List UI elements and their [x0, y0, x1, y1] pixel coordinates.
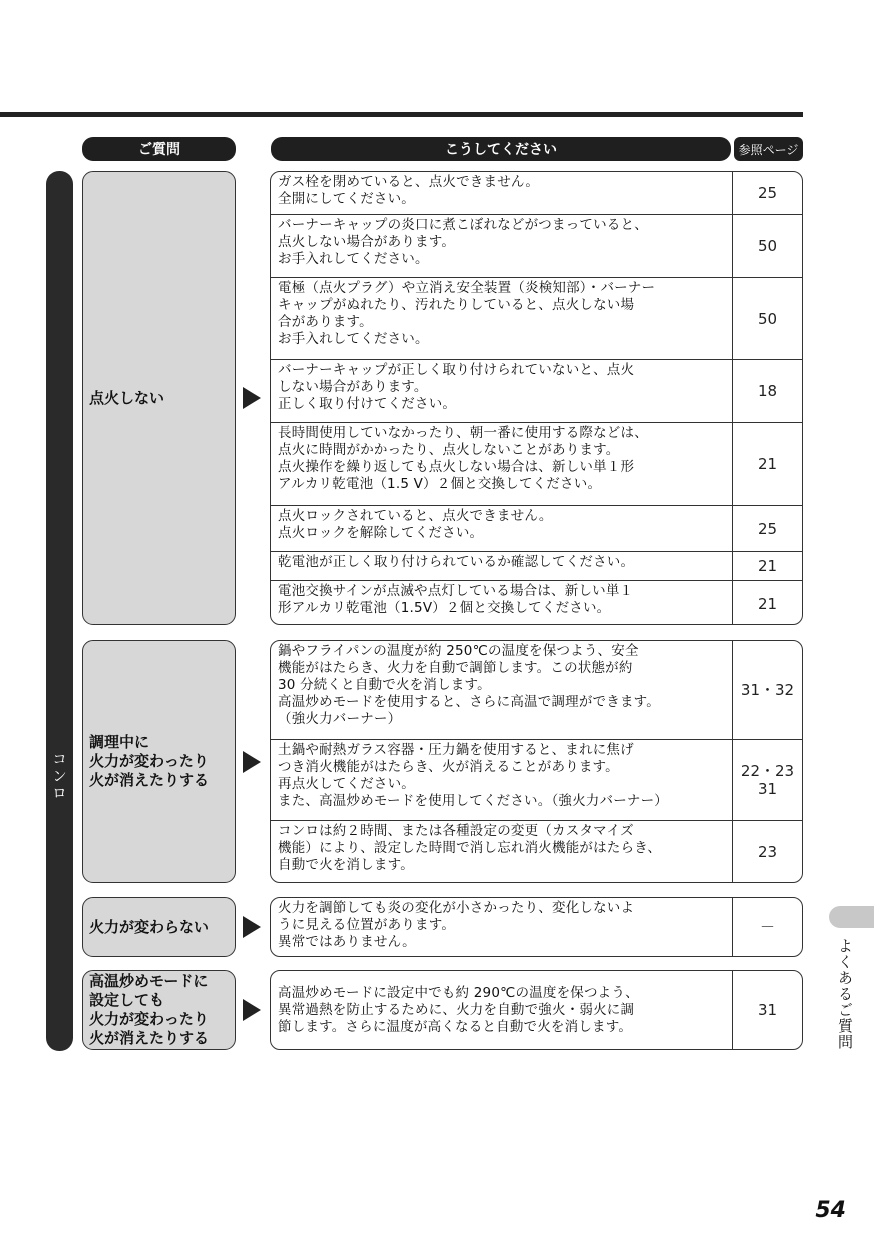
header-answer: こうしてください — [271, 137, 731, 161]
category-label: コンロ — [50, 751, 68, 802]
table-row — [271, 580, 802, 625]
answer-text: 火力を調節しても炎の変化が小さかったり、変化しないよ うに見える位置があります。 異常ではありません。 — [271, 898, 733, 956]
arrow-icon — [243, 751, 261, 773]
arrow-icon — [243, 999, 261, 1021]
header-question: ご質問 — [82, 137, 236, 161]
reference-page: － — [759, 918, 775, 936]
table-row — [271, 214, 802, 277]
answer-text: コンロは約２時間、または各種設定の変更（カスタマイズ 機能）により、設定した時間で消し忘れ消火機能がはたらき、 自動で火を消します。 — [271, 821, 733, 883]
question-box: 高温炒めモードに 設定しても 火力が変わったり 火が消えたりする — [82, 970, 236, 1050]
answer-table — [270, 171, 803, 625]
table-row — [271, 277, 802, 359]
category-bar — [46, 171, 73, 1051]
reference-page: 31 — [757, 1001, 778, 1019]
answer-text: 鍋やフライパンの温度が約 250℃の温度を保つよう、安全 機能がはたらき、火力を自動で調節します。この状態が約 30 分続くと自動で火を消します。 高温炒めモードを使用すると、さらに高温で調理ができます。 （強火力バーナー） — [271, 641, 733, 739]
reference-page: 21 — [757, 557, 778, 575]
table-row — [271, 551, 802, 580]
table-row — [271, 820, 802, 883]
answer-text: ガス栓を閉めていると、点火できません。 全開にしてください。 — [271, 172, 733, 214]
table-row — [271, 739, 802, 820]
arrow-icon — [243, 916, 261, 938]
reference-page: 21 — [757, 594, 778, 613]
arrow-icon — [243, 387, 261, 409]
reference-page: 23 — [757, 843, 778, 861]
reference-page: 25 — [757, 184, 778, 202]
reference-page: 21 — [757, 455, 778, 473]
top-rule — [0, 112, 803, 117]
table-row — [271, 971, 802, 1049]
answer-text: 点火ロックされていると、点火できません。 点火ロックを解除してください。 — [271, 506, 733, 551]
reference-page: 18 — [757, 382, 778, 400]
table-row — [271, 898, 802, 956]
page-number: 54 — [815, 1198, 846, 1223]
answer-text: 乾電池が正しく取り付けられているか確認してください。 — [271, 552, 733, 580]
answer-text: 長時間使用していなかったり、朝一番に使用する際などは、 点火に時間がかかったり、点火しないことがあります。 点火操作を繰り返しても点火しない場合は、新しい単１形 アルカリ乾電池（1.5 V）２個と交換してください。 — [271, 423, 733, 505]
answer-table — [270, 897, 803, 957]
answer-text: 電極（点火プラグ）や立消え安全装置（炎検知部）・バーナー キャップがぬれたり、汚れたりしていると、点火しない場 合があります。 お手入れしてください。 — [271, 278, 733, 359]
answer-text: バーナーキャップが正しく取り付けられていないと、点火 しない場合があります。 正しく取り付けてください。 — [271, 360, 733, 422]
table-row — [271, 359, 802, 422]
answer-text: バーナーキャップの炎口に煮こぼれなどがつまっていると、 点火しない場合があります。 お手入れしてください。 — [271, 215, 733, 277]
table-row — [271, 172, 802, 214]
reference-page: 22・23 31 — [740, 762, 795, 798]
header-page: 参照ページ — [734, 137, 803, 161]
reference-page: 50 — [757, 237, 778, 255]
question-box: 火力が変わらない — [82, 897, 236, 957]
answer-table — [270, 640, 803, 883]
reference-page: 31・32 — [740, 681, 795, 699]
reference-page: 25 — [757, 519, 778, 538]
table-row — [271, 422, 802, 505]
side-index-label: よくあるご質問 — [836, 938, 854, 1050]
reference-page: 50 — [757, 309, 778, 328]
answer-text: 高温炒めモードに設定中でも約 290℃の温度を保つよう、 異常過熱を防止するために、火力を自動で強火・弱火に調 節します。さらに温度が高くなると自動で火を消します。 — [271, 971, 733, 1049]
side-index-tab — [829, 906, 874, 928]
question-box: 調理中に 火力が変わったり 火が消えたりする — [82, 640, 236, 883]
answer-table — [270, 970, 803, 1050]
answer-text: 電池交換サインが点滅や点灯している場合は、新しい単１ 形アルカリ乾電池（1.5V）２個と交換してください。 — [271, 581, 733, 625]
table-row — [271, 641, 802, 739]
question-box: 点火しない — [82, 171, 236, 625]
table-row — [271, 505, 802, 551]
answer-text: 土鍋や耐熱ガラス容器・圧力鍋を使用すると、まれに焦げ つき消火機能がはたらき、火が消えることがあります。 再点火してください。 また、高温炒めモードを使用してください。（強火力バーナー） — [271, 740, 733, 820]
